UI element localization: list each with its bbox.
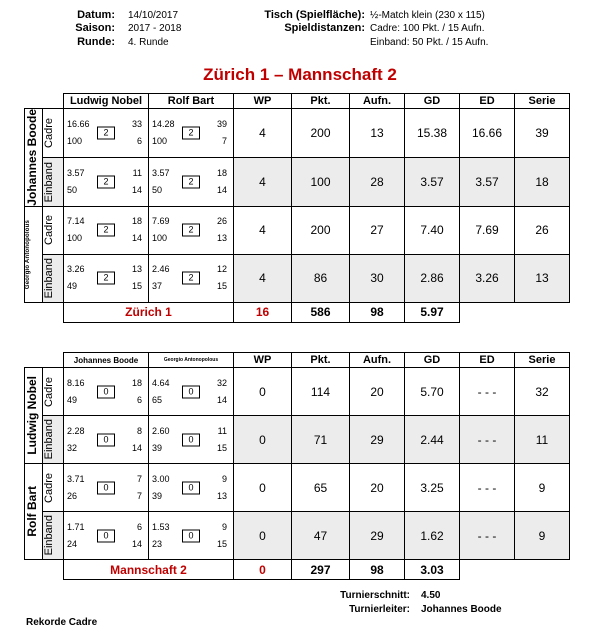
serie-value: 18 [515,157,570,206]
wp-value: 4 [234,206,292,254]
pkt-value: 200 [292,206,350,254]
pkt-value: 71 [292,416,350,464]
wp-value: 0 [234,416,292,464]
table-row: Einband 24 14 0 1.71 6 23 15 0 1.53 9 0 47 29 1.62 - - - 9 [25,512,570,560]
saison-value: 2017 - 2018 [128,23,182,34]
gd-value: 1.62 [405,512,460,560]
opponent-header: Rolf Bart [149,94,234,109]
category-label: Cadre [43,215,55,246]
table-row: Johannes Boode Cadre 100 6 2 16.66 33 100 7 2 14.28 39 4 200 13 15.38 16.66 39 [25,109,570,158]
serie-value: 13 [515,254,570,302]
category-label: Cadre [43,117,55,148]
opponent-header: Georgio Antonopolous [149,353,234,368]
total-row [25,560,570,580]
serie-value: 9 [515,512,570,560]
opponent-header: Ludwig Nobel [64,94,149,109]
gd-value: 2.86 [405,254,460,302]
aufn-value: 20 [350,368,405,416]
results-table-1 [24,93,570,323]
aufn-value: 27 [350,206,405,254]
col-pkt: Pkt. [292,353,350,368]
serie-value: 32 [515,368,570,416]
player-name: Johannes Boode [25,109,39,206]
col-wp: WP [234,353,292,368]
datum-label: Datum: [77,9,115,21]
ed-value: 7.69 [460,206,515,254]
turnierschnitt-value: 4.50 [421,590,441,601]
ed-value: - - - [460,368,515,416]
serie-value: 39 [515,109,570,158]
total-row [25,302,570,322]
table-row: Georgio Antonopolous Cadre 100 14 2 7.14 18 100 13 2 7.69 26 4 200 27 7.40 7.69 26 [25,206,570,254]
aufn-value: 20 [350,464,405,512]
serie-value: 9 [515,464,570,512]
ed-value: - - - [460,464,515,512]
aufn-value: 28 [350,157,405,206]
col-ed: ED [460,353,515,368]
category-label: Einband [43,419,55,460]
ed-value: 3.26 [460,254,515,302]
total-wp: 0 [234,560,292,580]
total-pkt: 586 [292,302,350,322]
ed-value: - - - [460,512,515,560]
runde-label: Runde: [77,36,115,48]
turnierschnitt-label: Turnierschnitt: [340,590,410,601]
col-gd: GD [405,94,460,109]
gd-value: 3.57 [405,157,460,206]
total-gd: 3.03 [405,560,460,580]
serie-value: 26 [515,206,570,254]
total-aufn: 98 [350,302,405,322]
total-gd: 5.97 [405,302,460,322]
gd-value: 7.40 [405,206,460,254]
col-serie: Serie [515,94,570,109]
aufn-value: 29 [350,512,405,560]
col-serie: Serie [515,353,570,368]
pkt-value: 100 [292,157,350,206]
category-label: Cadre [43,472,55,503]
gd-value: 3.25 [405,464,460,512]
opponent-header: Johannes Boode [64,353,149,368]
table-row: Einband 32 14 0 2.28 8 39 15 0 2.60 11 0 71 29 2.44 - - - 11 [25,416,570,464]
table-row: Rolf Bart Cadre 26 7 0 3.71 7 39 13 0 3.00 9 0 65 20 3.25 - - - 9 [25,464,570,512]
rekorde-heading: Rekorde Cadre [26,617,98,625]
table-row: Ludwig Nobel Cadre 49 6 0 8.16 18 65 14 0 4.64 32 0 114 20 5.70 - - - 32 [25,368,570,416]
saison-label: Saison: [75,22,115,34]
gd-value: 2.44 [405,416,460,464]
col-wp: WP [234,94,292,109]
wp-value: 0 [234,368,292,416]
wp-value: 4 [234,157,292,206]
runde-value: 4. Runde [128,37,169,48]
col-ed: ED [460,94,515,109]
page-title: Zürich 1 – Mannschaft 2 [203,65,397,84]
wp-value: 4 [234,254,292,302]
total-wp: 16 [234,302,292,322]
turnierleiter-value: Johannes Boode [421,604,502,615]
tisch-value: ½-Match klein (230 x 115) [370,10,485,21]
wp-value: 0 [234,464,292,512]
datum-value: 14/10/2017 [128,10,179,21]
einband-distance: Einband: 50 Pkt. / 15 Aufn. [370,37,489,48]
category-label: Einband [43,161,55,202]
table-row: Einband 50 14 2 3.57 11 50 14 2 3.57 18 4 100 28 3.57 3.57 18 [25,157,570,206]
player-name: Georgio Antonopolous [25,219,31,289]
pkt-value: 65 [292,464,350,512]
wp-value: 0 [234,512,292,560]
table-row: Einband 49 15 2 3.26 13 37 15 2 2.46 12 4 86 30 2.86 3.26 13 [25,254,570,302]
category-label: Einband [43,515,55,556]
results-table-2 [24,352,570,580]
team-name: Zürich 1 [64,302,234,322]
category-label: Cadre [43,376,55,407]
pkt-value: 200 [292,109,350,158]
aufn-value: 13 [350,109,405,158]
total-pkt: 297 [292,560,350,580]
gd-value: 5.70 [405,368,460,416]
team-name: Mannschaft 2 [64,560,234,580]
gd-value: 15.38 [405,109,460,158]
col-aufn: Aufn. [350,94,405,109]
turnierleiter-label: Turnierleiter: [349,604,410,615]
aufn-value: 29 [350,416,405,464]
col-gd: GD [405,353,460,368]
cadre-distance: Cadre: 100 Pkt. / 15 Aufn. [370,23,485,34]
spieldistanzen-label: Spieldistanzen: [284,22,365,34]
player-name: Ludwig Nobel [25,376,39,455]
wp-value: 4 [234,109,292,158]
col-pkt: Pkt. [292,94,350,109]
player-name: Rolf Bart [25,486,39,537]
category-label: Einband [43,258,55,299]
serie-value: 11 [515,416,570,464]
ed-value: 3.57 [460,157,515,206]
pkt-value: 86 [292,254,350,302]
ed-value: - - - [460,416,515,464]
ed-value: 16.66 [460,109,515,158]
tisch-label: Tisch (Spielfläche): [264,9,365,21]
pkt-value: 114 [292,368,350,416]
total-aufn: 98 [350,560,405,580]
col-aufn: Aufn. [350,353,405,368]
aufn-value: 30 [350,254,405,302]
pkt-value: 47 [292,512,350,560]
